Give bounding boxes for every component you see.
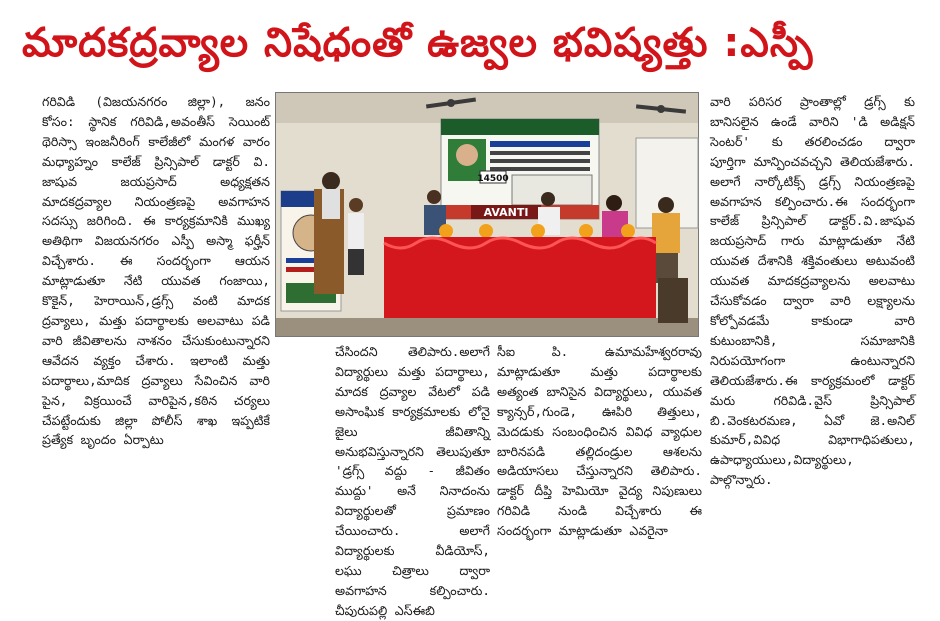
podium-label: AVANTI	[483, 206, 529, 219]
adjacent-article-edge	[932, 270, 940, 600]
banner-number: 14500	[477, 174, 509, 184]
column-text: సీఐ పి. ఉమామహేశ్వరరావు మాట్లాడుతూ మత్తు పదార్థాలకు అత్యంత బానిసైన విద్యార్థులు, యువత క్యాన్సర్,గుండె, ఊపిరి తిత్తులు, మెదడుకు సంబంధించిన వివిధ వ్యాధుల బారినపడి తల్లిదండ్రుల ఆశలను అడియాసలు చేస్తున్నారని తెలిపారు. డాక్టర్ దీప్తి హెమియో వైద్య నిపుణులు గరివిడి నుండి విచ్చేశారు ఈ సందర్భంగా మాట్లాడుతూ ఎవరైనా	[497, 344, 702, 539]
event-banner	[441, 119, 599, 219]
article-column-1	[42, 92, 270, 592]
article-column-3	[497, 342, 702, 592]
event-photo	[275, 92, 699, 337]
column-text: చేసిందని తెలిపారు.అలాగే విద్యార్థులు మత్తు పదార్థాలు, మాదక ద్రవ్యాల వేటలో పడి అసాంఘిక కార్యక్రమాలకు లోనై జైలు జీవితాన్ని అనుభవిస్తున్నారని తెలుపుతూ 'డ్రగ్స్ వద్దు - జీవితం ముద్దు' అనే నినాదంను విద్యార్థులతో ప్రమాణం చేయించారు. అలాగే విద్యార్థులకు వీడియోస్, లఘు చిత్రాలు ద్వారా అవగాహన కల్పించారు. చీపురుపల్లి ఎస్ఈబి	[335, 344, 490, 618]
column-text: గరివిడి (విజయనగరం జిల్లా), జనం కోసం: స్థానిక గరివిడి,అవంతీస్ సెయింట్ థెరిస్సా ఇంజనీరింగ్ కాలేజీలో మంగళ వారం మధ్యాహ్నం కాలేజ్ ప్రిన్సిపాల్ డాక్టర్ వి. జాషువ జయప్రసాద్ అధ్యక్షతన మాదకద్రవ్యాల నియంత్రణపై అవగాహన సదస్సు జరిగింది. ఈ కార్యక్రమానికి ముఖ్య అతిథిగా విజయనగరం ఎస్పీ అస్మా ఫర్హీన్ విచ్చేశారు. ఈ సందర్భంగా ఆయన మాట్లాడుతూ నేటి యువత గంజాయి, కొకైన్, హెరాయిన్,డ్రగ్స్ వంటి మాదక ద్రవ్యాలు, మత్తు పదార్థాలకు అలవాటు పడి వారి జీవితాలను నాశనం చేసుకుంటున్నారని ఆవేదన వ్యక్తం చేశారు. ఇలాంటి మత్తు పదార్థాలు,మాదిక ద్రవ్యాలు సేవించిన వారి పైన, విక్రయించే వారిపైన,కఠిన చర్యలు చేపట్టేందుకు జిల్లా పోలీస్ శాఖ ఇప్పటికే ప్రత్యేక బృందం ఏర్పాటు	[42, 94, 270, 448]
podium	[314, 172, 344, 294]
stage-table	[384, 237, 656, 325]
headline: మాదకద్రవ్యాల నిషేధంతో ఉజ్వల భవిష్యత్తు :ఎస్పీ	[22, 20, 814, 66]
event-photo-illustration	[276, 93, 698, 336]
article-column-2	[335, 342, 490, 618]
article-column-4	[710, 92, 915, 592]
column-text: వారి పరిసర ప్రాంతాల్లో డ్రగ్స్ కు బానిసలైన ఉండే వారిని 'డి అడిక్షన్ సెంటర్' కు తరలించడం ద్వారా పూర్తిగా మాన్పించవచ్చని తెలియజేశారు. అలాగే నార్కోటిక్స్ డ్రగ్స్ నియంత్రణపై అవగాహన కల్పించారు.ఈ సందర్భంగా కాలేజ్ ప్రిన్సిపాల్ డాక్టర్.వి.జాషువ జయప్రసాద్ గారు మాట్లాడుతూ నేటి యువత దేశానికి శక్తివంతులు అటువంటి యువత మాదకద్రవ్యాలను అలవాటు చేసుకోవడం ద్వారా వారి లక్ష్యాలను కోల్పోవడమే కాకుండా వారి కుటుంబానికి, సమాజానికి నిరుపయోగంగా ఉంటున్నారని తెలియజేశారు.ఈ కార్యక్రమంలో డాక్టర్ మరు గరివిడి.వైస్ ప్రిన్సిపాల్ బి.వెంకటరమణ, ఏవో జె.అనిల్ కుమార్,వివిధ విభాగాధిపతులు, ఉపాధ్యాయులు,విద్యార్థులు, పాల్గొన్నారు.	[710, 94, 915, 488]
